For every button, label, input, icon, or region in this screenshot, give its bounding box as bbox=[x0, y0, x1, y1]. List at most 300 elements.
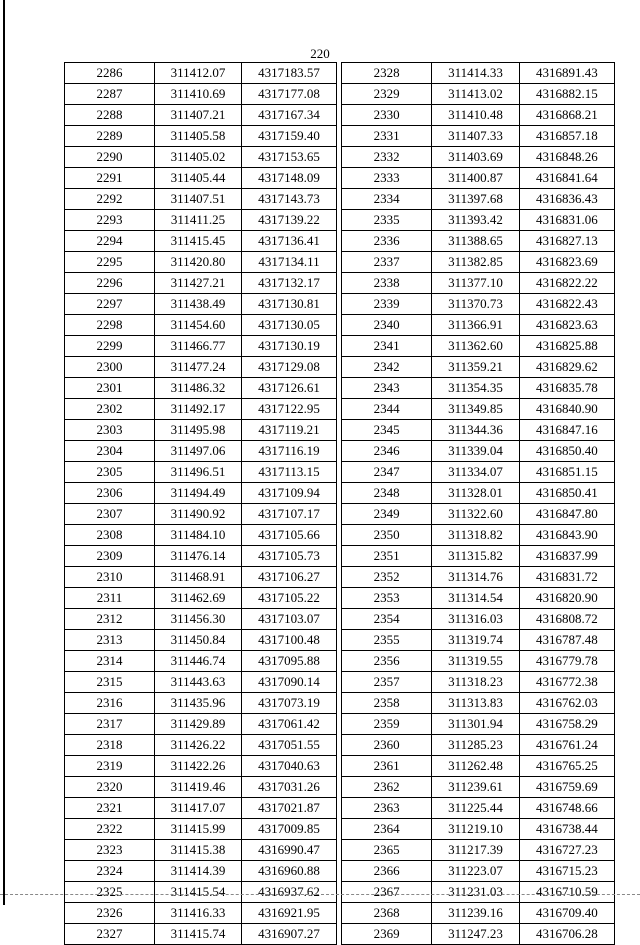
x-coordinate-cell: 311454.60 bbox=[155, 315, 242, 336]
y-coordinate-cell: 4317031.26 bbox=[242, 777, 337, 798]
x-coordinate-cell: 311415.38 bbox=[155, 840, 242, 861]
point-number-cell: 2287 bbox=[65, 84, 155, 105]
x-coordinate-cell: 311377.10 bbox=[432, 273, 519, 294]
y-coordinate-cell: 4317134.11 bbox=[242, 252, 337, 273]
y-coordinate-cell: 4316706.28 bbox=[519, 924, 614, 945]
y-coordinate-cell: 4316960.88 bbox=[242, 861, 337, 882]
table-row bbox=[342, 462, 615, 483]
y-coordinate-cell: 4316761.24 bbox=[519, 735, 614, 756]
x-coordinate-cell: 311412.07 bbox=[155, 63, 242, 84]
table-row bbox=[342, 588, 615, 609]
point-number-cell: 2291 bbox=[65, 168, 155, 189]
point-number-cell: 2304 bbox=[65, 441, 155, 462]
y-coordinate-cell: 4316822.43 bbox=[519, 294, 614, 315]
y-coordinate-cell: 4316835.78 bbox=[519, 378, 614, 399]
point-number-cell: 2289 bbox=[65, 126, 155, 147]
table-row bbox=[342, 756, 615, 777]
point-number-cell: 2319 bbox=[65, 756, 155, 777]
table-row bbox=[65, 294, 337, 315]
table-row bbox=[342, 147, 615, 168]
y-coordinate-cell: 4316921.95 bbox=[242, 903, 337, 924]
y-coordinate-cell: 4316937.62 bbox=[242, 882, 337, 903]
table-row bbox=[65, 735, 337, 756]
table-row bbox=[342, 378, 615, 399]
point-number-cell: 2355 bbox=[342, 630, 432, 651]
table-row bbox=[342, 903, 615, 924]
x-coordinate-cell: 311492.17 bbox=[155, 399, 242, 420]
point-number-cell: 2337 bbox=[342, 252, 432, 273]
y-coordinate-cell: 4316765.25 bbox=[519, 756, 614, 777]
table-row bbox=[65, 378, 337, 399]
x-coordinate-cell: 311486.32 bbox=[155, 378, 242, 399]
y-coordinate-cell: 4317177.08 bbox=[242, 84, 337, 105]
point-number-cell: 2367 bbox=[342, 882, 432, 903]
y-coordinate-cell: 4316825.88 bbox=[519, 336, 614, 357]
point-number-cell: 2358 bbox=[342, 693, 432, 714]
x-coordinate-cell: 311466.77 bbox=[155, 336, 242, 357]
y-coordinate-cell: 4317136.41 bbox=[242, 231, 337, 252]
y-coordinate-cell: 4316990.47 bbox=[242, 840, 337, 861]
table-row bbox=[65, 357, 337, 378]
point-number-cell: 2321 bbox=[65, 798, 155, 819]
table-row bbox=[342, 609, 615, 630]
x-coordinate-cell: 311407.21 bbox=[155, 105, 242, 126]
y-coordinate-cell: 4317183.57 bbox=[242, 63, 337, 84]
y-coordinate-cell: 4316837.99 bbox=[519, 546, 614, 567]
y-coordinate-cell: 4316891.43 bbox=[519, 63, 614, 84]
table-row bbox=[342, 504, 615, 525]
coordinates-table-right bbox=[341, 62, 615, 945]
table-row bbox=[342, 399, 615, 420]
x-coordinate-cell: 311370.73 bbox=[432, 294, 519, 315]
point-number-cell: 2302 bbox=[65, 399, 155, 420]
y-coordinate-cell: 4316831.06 bbox=[519, 210, 614, 231]
table-row bbox=[65, 126, 337, 147]
y-coordinate-cell: 4317159.40 bbox=[242, 126, 337, 147]
table-row bbox=[342, 273, 615, 294]
point-number-cell: 2295 bbox=[65, 252, 155, 273]
point-number-cell: 2327 bbox=[65, 924, 155, 945]
x-coordinate-cell: 311410.48 bbox=[432, 105, 519, 126]
table-row bbox=[65, 525, 337, 546]
x-coordinate-cell: 311417.07 bbox=[155, 798, 242, 819]
table-row bbox=[65, 210, 337, 231]
point-number-cell: 2326 bbox=[65, 903, 155, 924]
y-coordinate-cell: 4317105.22 bbox=[242, 588, 337, 609]
table-row bbox=[65, 714, 337, 735]
y-coordinate-cell: 4316772.38 bbox=[519, 672, 614, 693]
table-row bbox=[342, 651, 615, 672]
y-coordinate-cell: 4317148.09 bbox=[242, 168, 337, 189]
point-number-cell: 2335 bbox=[342, 210, 432, 231]
table-row bbox=[65, 588, 337, 609]
x-coordinate-cell: 311446.74 bbox=[155, 651, 242, 672]
point-number-cell: 2363 bbox=[342, 798, 432, 819]
y-coordinate-cell: 4316843.90 bbox=[519, 525, 614, 546]
y-coordinate-cell: 4316738.44 bbox=[519, 819, 614, 840]
table-row bbox=[65, 315, 337, 336]
x-coordinate-cell: 311397.68 bbox=[432, 189, 519, 210]
x-coordinate-cell: 311315.82 bbox=[432, 546, 519, 567]
point-number-cell: 2300 bbox=[65, 357, 155, 378]
point-number-cell: 2340 bbox=[342, 315, 432, 336]
y-coordinate-cell: 4316822.22 bbox=[519, 273, 614, 294]
y-coordinate-cell: 4317051.55 bbox=[242, 735, 337, 756]
y-coordinate-cell: 4316847.16 bbox=[519, 420, 614, 441]
x-coordinate-cell: 311411.25 bbox=[155, 210, 242, 231]
y-coordinate-cell: 4316850.40 bbox=[519, 441, 614, 462]
table-row bbox=[342, 546, 615, 567]
table-row bbox=[342, 525, 615, 546]
point-number-cell: 2361 bbox=[342, 756, 432, 777]
page-number: 220 bbox=[310, 46, 330, 61]
x-coordinate-cell: 311344.36 bbox=[432, 420, 519, 441]
point-number-cell: 2317 bbox=[65, 714, 155, 735]
y-coordinate-cell: 4317132.17 bbox=[242, 273, 337, 294]
x-coordinate-cell: 311414.39 bbox=[155, 861, 242, 882]
point-number-cell: 2322 bbox=[65, 819, 155, 840]
point-number-cell: 2297 bbox=[65, 294, 155, 315]
y-coordinate-cell: 4316762.03 bbox=[519, 693, 614, 714]
point-number-cell: 2352 bbox=[342, 567, 432, 588]
point-number-cell: 2312 bbox=[65, 609, 155, 630]
table-row bbox=[342, 567, 615, 588]
x-coordinate-cell: 311339.04 bbox=[432, 441, 519, 462]
y-coordinate-cell: 4317130.81 bbox=[242, 294, 337, 315]
y-coordinate-cell: 4316857.18 bbox=[519, 126, 614, 147]
x-coordinate-cell: 311426.22 bbox=[155, 735, 242, 756]
y-coordinate-cell: 4316847.80 bbox=[519, 504, 614, 525]
table-row bbox=[342, 231, 615, 252]
point-number-cell: 2349 bbox=[342, 504, 432, 525]
x-coordinate-cell: 311422.26 bbox=[155, 756, 242, 777]
y-coordinate-cell: 4317139.22 bbox=[242, 210, 337, 231]
table-row bbox=[342, 483, 615, 504]
point-number-cell: 2303 bbox=[65, 420, 155, 441]
table-row bbox=[342, 777, 615, 798]
y-coordinate-cell: 4317106.27 bbox=[242, 567, 337, 588]
x-coordinate-cell: 311393.42 bbox=[432, 210, 519, 231]
point-number-cell: 2341 bbox=[342, 336, 432, 357]
table-row bbox=[65, 84, 337, 105]
point-number-cell: 2333 bbox=[342, 168, 432, 189]
coordinates-table-left bbox=[64, 62, 337, 945]
x-coordinate-cell: 311262.48 bbox=[432, 756, 519, 777]
point-number-cell: 2357 bbox=[342, 672, 432, 693]
point-number-cell: 2365 bbox=[342, 840, 432, 861]
y-coordinate-cell: 4317113.15 bbox=[242, 462, 337, 483]
table-row bbox=[65, 273, 337, 294]
table-row bbox=[65, 693, 337, 714]
point-number-cell: 2331 bbox=[342, 126, 432, 147]
y-coordinate-cell: 4317119.21 bbox=[242, 420, 337, 441]
table-row bbox=[65, 651, 337, 672]
x-coordinate-cell: 311484.10 bbox=[155, 525, 242, 546]
y-coordinate-cell: 4317090.14 bbox=[242, 672, 337, 693]
table-row bbox=[342, 924, 615, 945]
point-number-cell: 2308 bbox=[65, 525, 155, 546]
point-number-cell: 2311 bbox=[65, 588, 155, 609]
x-coordinate-cell: 311223.07 bbox=[432, 861, 519, 882]
table-row bbox=[342, 189, 615, 210]
x-coordinate-cell: 311415.99 bbox=[155, 819, 242, 840]
table-row bbox=[342, 315, 615, 336]
point-number-cell: 2310 bbox=[65, 567, 155, 588]
x-coordinate-cell: 311405.58 bbox=[155, 126, 242, 147]
x-coordinate-cell: 311415.74 bbox=[155, 924, 242, 945]
point-number-cell: 2359 bbox=[342, 714, 432, 735]
point-number-cell: 2332 bbox=[342, 147, 432, 168]
y-coordinate-cell: 4316808.72 bbox=[519, 609, 614, 630]
point-number-cell: 2356 bbox=[342, 651, 432, 672]
y-coordinate-cell: 4317143.73 bbox=[242, 189, 337, 210]
y-coordinate-cell: 4316758.29 bbox=[519, 714, 614, 735]
page-edge-line bbox=[3, 0, 5, 905]
point-number-cell: 2294 bbox=[65, 231, 155, 252]
y-coordinate-cell: 4317167.34 bbox=[242, 105, 337, 126]
y-coordinate-cell: 4317021.87 bbox=[242, 798, 337, 819]
x-coordinate-cell: 311322.60 bbox=[432, 504, 519, 525]
table-row bbox=[65, 546, 337, 567]
table-row bbox=[342, 714, 615, 735]
x-coordinate-cell: 311413.02 bbox=[432, 84, 519, 105]
x-coordinate-cell: 311495.98 bbox=[155, 420, 242, 441]
point-number-cell: 2339 bbox=[342, 294, 432, 315]
x-coordinate-cell: 311427.21 bbox=[155, 273, 242, 294]
x-coordinate-cell: 311231.03 bbox=[432, 882, 519, 903]
y-coordinate-cell: 4317105.66 bbox=[242, 525, 337, 546]
y-coordinate-cell: 4317105.73 bbox=[242, 546, 337, 567]
point-number-cell: 2316 bbox=[65, 693, 155, 714]
x-coordinate-cell: 311450.84 bbox=[155, 630, 242, 651]
x-coordinate-cell: 311490.92 bbox=[155, 504, 242, 525]
point-number-cell: 2296 bbox=[65, 273, 155, 294]
x-coordinate-cell: 311219.10 bbox=[432, 819, 519, 840]
point-number-cell: 2307 bbox=[65, 504, 155, 525]
y-coordinate-cell: 4317107.17 bbox=[242, 504, 337, 525]
y-coordinate-cell: 4316841.64 bbox=[519, 168, 614, 189]
y-coordinate-cell: 4317116.19 bbox=[242, 441, 337, 462]
x-coordinate-cell: 311318.23 bbox=[432, 672, 519, 693]
table-row bbox=[65, 840, 337, 861]
point-number-cell: 2290 bbox=[65, 147, 155, 168]
point-number-cell: 2306 bbox=[65, 483, 155, 504]
x-coordinate-cell: 311415.45 bbox=[155, 231, 242, 252]
y-coordinate-cell: 4316759.69 bbox=[519, 777, 614, 798]
y-coordinate-cell: 4316823.63 bbox=[519, 315, 614, 336]
table-row bbox=[65, 420, 337, 441]
point-number-cell: 2313 bbox=[65, 630, 155, 651]
y-coordinate-cell: 4317009.85 bbox=[242, 819, 337, 840]
y-coordinate-cell: 4317073.19 bbox=[242, 693, 337, 714]
y-coordinate-cell: 4317130.05 bbox=[242, 315, 337, 336]
y-coordinate-cell: 4316848.26 bbox=[519, 147, 614, 168]
x-coordinate-cell: 311314.76 bbox=[432, 567, 519, 588]
point-number-cell: 2348 bbox=[342, 483, 432, 504]
y-coordinate-cell: 4317153.65 bbox=[242, 147, 337, 168]
y-coordinate-cell: 4317129.08 bbox=[242, 357, 337, 378]
point-number-cell: 2354 bbox=[342, 609, 432, 630]
y-coordinate-cell: 4317122.95 bbox=[242, 399, 337, 420]
x-coordinate-cell: 311349.85 bbox=[432, 399, 519, 420]
x-coordinate-cell: 311416.33 bbox=[155, 903, 242, 924]
y-coordinate-cell: 4316829.62 bbox=[519, 357, 614, 378]
y-coordinate-cell: 4317100.48 bbox=[242, 630, 337, 651]
table-row bbox=[65, 798, 337, 819]
x-coordinate-cell: 311400.87 bbox=[432, 168, 519, 189]
x-coordinate-cell: 311429.89 bbox=[155, 714, 242, 735]
point-number-cell: 2288 bbox=[65, 105, 155, 126]
table-row bbox=[65, 168, 337, 189]
point-number-cell: 2350 bbox=[342, 525, 432, 546]
table-row bbox=[65, 924, 337, 945]
x-coordinate-cell: 311415.54 bbox=[155, 882, 242, 903]
table-row bbox=[342, 630, 615, 651]
x-coordinate-cell: 311318.82 bbox=[432, 525, 519, 546]
point-number-cell: 2320 bbox=[65, 777, 155, 798]
table-row bbox=[342, 336, 615, 357]
y-coordinate-cell: 4316831.72 bbox=[519, 567, 614, 588]
point-number-cell: 2324 bbox=[65, 861, 155, 882]
table-row bbox=[342, 840, 615, 861]
x-coordinate-cell: 311217.39 bbox=[432, 840, 519, 861]
table-row bbox=[65, 63, 337, 84]
point-number-cell: 2360 bbox=[342, 735, 432, 756]
x-coordinate-cell: 311456.30 bbox=[155, 609, 242, 630]
table-row bbox=[342, 441, 615, 462]
table-row bbox=[65, 189, 337, 210]
x-coordinate-cell: 311316.03 bbox=[432, 609, 519, 630]
point-number-cell: 2362 bbox=[342, 777, 432, 798]
point-number-cell: 2309 bbox=[65, 546, 155, 567]
table-row bbox=[342, 168, 615, 189]
table-row bbox=[65, 630, 337, 651]
y-coordinate-cell: 4316836.43 bbox=[519, 189, 614, 210]
table-row bbox=[342, 105, 615, 126]
x-coordinate-cell: 311419.46 bbox=[155, 777, 242, 798]
point-number-cell: 2315 bbox=[65, 672, 155, 693]
y-coordinate-cell: 4316710.59 bbox=[519, 882, 614, 903]
y-coordinate-cell: 4317130.19 bbox=[242, 336, 337, 357]
table-row bbox=[342, 294, 615, 315]
point-number-cell: 2364 bbox=[342, 819, 432, 840]
table-row bbox=[65, 819, 337, 840]
x-coordinate-cell: 311443.63 bbox=[155, 672, 242, 693]
x-coordinate-cell: 311366.91 bbox=[432, 315, 519, 336]
point-number-cell: 2346 bbox=[342, 441, 432, 462]
x-coordinate-cell: 311405.02 bbox=[155, 147, 242, 168]
x-coordinate-cell: 311496.51 bbox=[155, 462, 242, 483]
x-coordinate-cell: 311247.23 bbox=[432, 924, 519, 945]
table-row bbox=[342, 735, 615, 756]
point-number-cell: 2369 bbox=[342, 924, 432, 945]
x-coordinate-cell: 311328.01 bbox=[432, 483, 519, 504]
point-number-cell: 2347 bbox=[342, 462, 432, 483]
table-row bbox=[342, 126, 615, 147]
y-coordinate-cell: 4316715.23 bbox=[519, 861, 614, 882]
table-row bbox=[65, 462, 337, 483]
table-row bbox=[342, 819, 615, 840]
point-number-cell: 2286 bbox=[65, 63, 155, 84]
y-coordinate-cell: 4316823.69 bbox=[519, 252, 614, 273]
point-number-cell: 2323 bbox=[65, 840, 155, 861]
x-coordinate-cell: 311359.21 bbox=[432, 357, 519, 378]
y-coordinate-cell: 4316850.41 bbox=[519, 483, 614, 504]
point-number-cell: 2292 bbox=[65, 189, 155, 210]
point-number-cell: 2298 bbox=[65, 315, 155, 336]
x-coordinate-cell: 311405.44 bbox=[155, 168, 242, 189]
x-coordinate-cell: 311225.44 bbox=[432, 798, 519, 819]
table-row bbox=[342, 210, 615, 231]
x-coordinate-cell: 311334.07 bbox=[432, 462, 519, 483]
y-coordinate-cell: 4316827.13 bbox=[519, 231, 614, 252]
y-coordinate-cell: 4316779.78 bbox=[519, 651, 614, 672]
point-number-cell: 2343 bbox=[342, 378, 432, 399]
table-row bbox=[65, 252, 337, 273]
x-coordinate-cell: 311314.54 bbox=[432, 588, 519, 609]
point-number-cell: 2344 bbox=[342, 399, 432, 420]
table-row bbox=[65, 567, 337, 588]
table-row bbox=[65, 861, 337, 882]
x-coordinate-cell: 311420.80 bbox=[155, 252, 242, 273]
table-row bbox=[65, 399, 337, 420]
table-row bbox=[342, 693, 615, 714]
table-row bbox=[65, 672, 337, 693]
point-number-cell: 2368 bbox=[342, 903, 432, 924]
table-row bbox=[65, 441, 337, 462]
table-row bbox=[65, 147, 337, 168]
y-coordinate-cell: 4316851.15 bbox=[519, 462, 614, 483]
point-number-cell: 2314 bbox=[65, 651, 155, 672]
table-row bbox=[342, 63, 615, 84]
point-number-cell: 2305 bbox=[65, 462, 155, 483]
x-coordinate-cell: 311354.35 bbox=[432, 378, 519, 399]
y-coordinate-cell: 4316882.15 bbox=[519, 84, 614, 105]
point-number-cell: 2338 bbox=[342, 273, 432, 294]
x-coordinate-cell: 311468.91 bbox=[155, 567, 242, 588]
x-coordinate-cell: 311462.69 bbox=[155, 588, 242, 609]
table-row bbox=[65, 609, 337, 630]
x-coordinate-cell: 311414.33 bbox=[432, 63, 519, 84]
point-number-cell: 2342 bbox=[342, 357, 432, 378]
x-coordinate-cell: 311410.69 bbox=[155, 84, 242, 105]
y-coordinate-cell: 4316748.66 bbox=[519, 798, 614, 819]
table-row bbox=[65, 903, 337, 924]
table-row bbox=[65, 777, 337, 798]
x-coordinate-cell: 311438.49 bbox=[155, 294, 242, 315]
table-row bbox=[65, 336, 337, 357]
point-number-cell: 2329 bbox=[342, 84, 432, 105]
x-coordinate-cell: 311435.96 bbox=[155, 693, 242, 714]
table-row bbox=[342, 672, 615, 693]
point-number-cell: 2328 bbox=[342, 63, 432, 84]
table-row bbox=[342, 252, 615, 273]
x-coordinate-cell: 311313.83 bbox=[432, 693, 519, 714]
table-row bbox=[65, 105, 337, 126]
point-number-cell: 2366 bbox=[342, 861, 432, 882]
x-coordinate-cell: 311494.49 bbox=[155, 483, 242, 504]
y-coordinate-cell: 4316709.40 bbox=[519, 903, 614, 924]
point-number-cell: 2293 bbox=[65, 210, 155, 231]
y-coordinate-cell: 4317061.42 bbox=[242, 714, 337, 735]
point-number-cell: 2353 bbox=[342, 588, 432, 609]
point-number-cell: 2345 bbox=[342, 420, 432, 441]
y-coordinate-cell: 4317040.63 bbox=[242, 756, 337, 777]
x-coordinate-cell: 311319.55 bbox=[432, 651, 519, 672]
point-number-cell: 2299 bbox=[65, 336, 155, 357]
y-coordinate-cell: 4317095.88 bbox=[242, 651, 337, 672]
table-row bbox=[342, 84, 615, 105]
